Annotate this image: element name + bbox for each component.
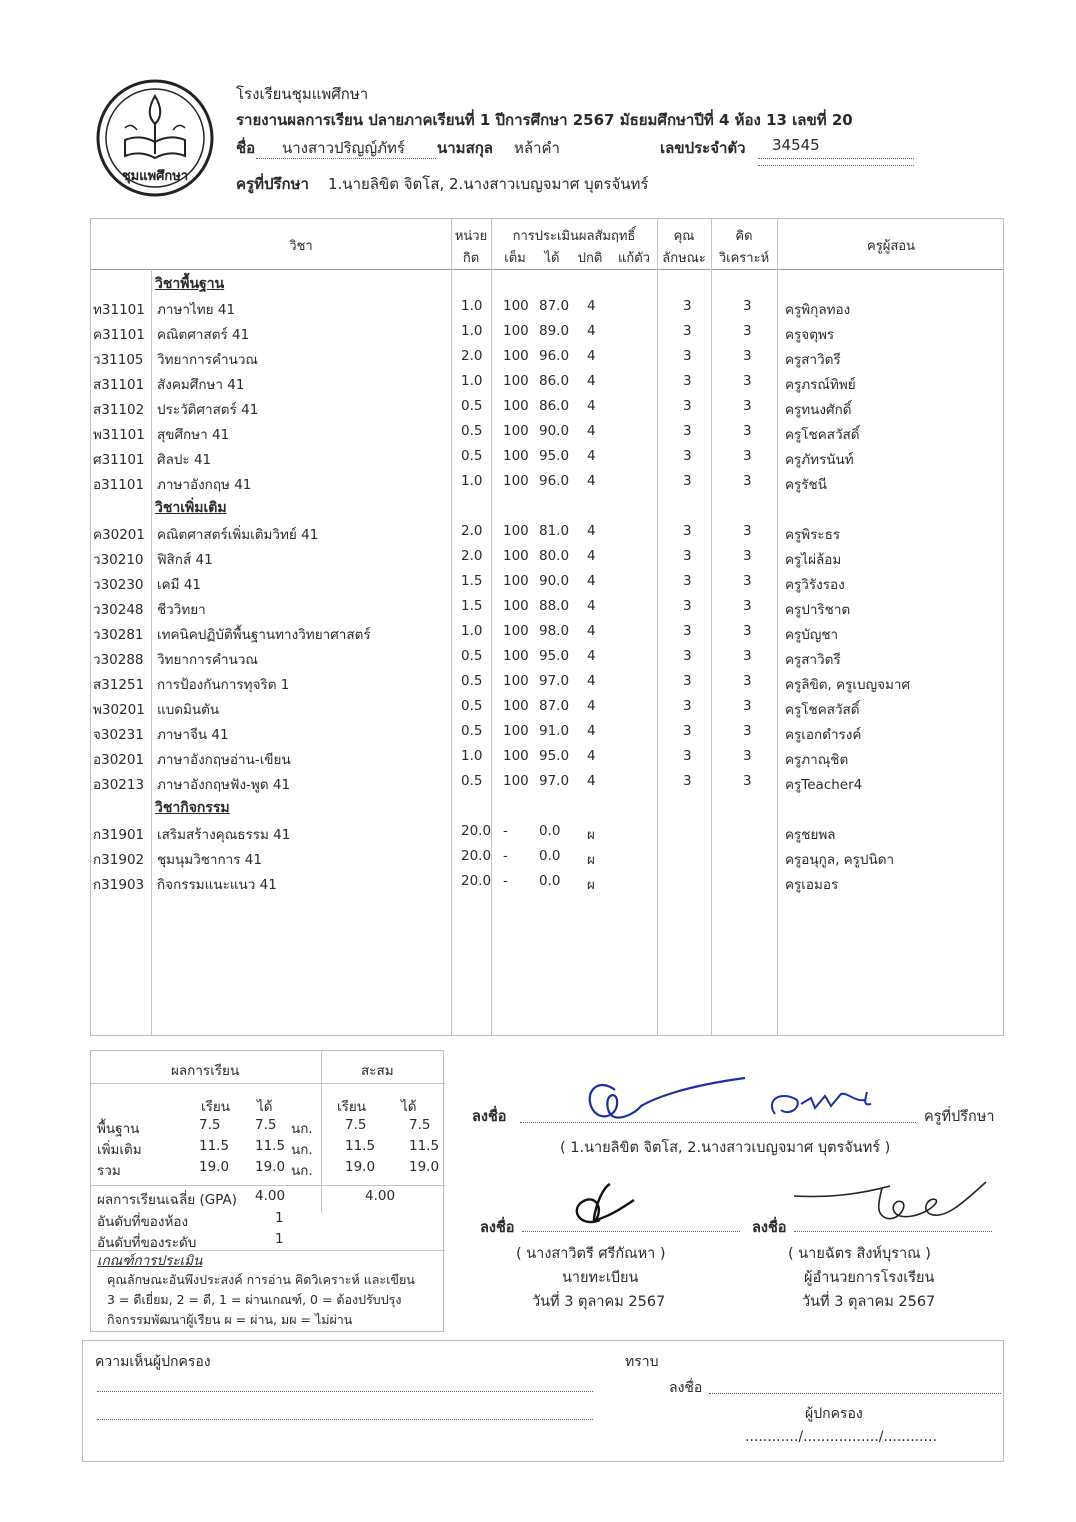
table-row [91,694,1005,719]
row-subject: แบดมินตัน [157,702,220,718]
row-credit: 1.0 [461,323,483,339]
row-teacher: ครูสาวิตรี [785,652,841,668]
header-subject: วิชา [289,239,313,254]
row-credit: 0.5 [461,773,483,789]
table-row [91,369,1005,394]
row-grade: 4 [587,648,596,664]
parent-ack-label: ทราบ [625,1354,659,1370]
table-row [91,344,1005,369]
row-score: 80.0 [539,548,570,564]
row-subject: คณิตศาสตร์ 41 [157,327,250,343]
row-subject: สุขศึกษา 41 [157,427,230,443]
summary-line-cum-got: 7.5 [409,1117,431,1133]
row-score: 95.0 [539,748,570,764]
advisor-sign-label: ลงชื่อ [472,1109,507,1125]
summary-result-title: ผลการเรียน [171,1063,240,1079]
criteria-line-1: คุณลักษณะอันพึงประสงค์ การอ่าน คิดวิเคราะห์ และเขียน [107,1272,415,1287]
row-char: 3 [683,698,692,714]
row-char: 3 [683,548,692,564]
header-think-bottom: วิเคราะห์ [718,251,770,266]
row-credit: 2.0 [461,548,483,564]
row-teacher: ครูปาริชาต [785,602,851,618]
row-full: - [503,823,508,839]
row-full: 100 [503,573,529,589]
row-grade: ผ [587,827,595,843]
row-code: ก31903 [93,877,145,893]
row-char: 3 [683,773,692,789]
grades-table [90,218,1004,1036]
row-score: 0.0 [539,848,561,864]
summary-line-unit: นก. [291,1142,313,1158]
row-code: ว31105 [93,352,144,368]
row-char: 3 [683,448,692,464]
row-char: 3 [683,473,692,489]
rank-room-label: อันดับที่ของห้อง [97,1214,189,1230]
row-full: 100 [503,698,529,714]
header-credit-bottom: กิต [462,251,480,266]
summary-line-label: เพิ่มเติม [97,1142,142,1158]
director-date: วันที่ 3 ตุลาคม 2567 [802,1294,936,1310]
row-code: ว30248 [93,602,144,618]
row-credit: 2.0 [461,523,483,539]
row-teacher: ครูลิขิต, ครูเบญจมาศ [785,677,911,693]
summary-line-learn: 19.0 [199,1159,230,1175]
summary-line-unit: นก. [291,1163,313,1179]
row-grade: 4 [587,448,596,464]
gpa-label: ผลการเรียนเฉลี่ย (GPA) [97,1192,237,1208]
table-row [91,594,1005,619]
parent-opinion-box [82,1340,1004,1462]
row-full: 100 [503,398,529,414]
row-code: พ31101 [93,427,145,443]
row-full: 100 [503,623,529,639]
parent-opinion-label: ความเห็นผู้ปกครอง [95,1354,211,1370]
row-teacher: ครูภาณุชิต [785,752,849,768]
row-credit: 0.5 [461,723,483,739]
row-code: ว30288 [93,652,144,668]
rank-level-label: อันดับที่ของระดับ [97,1235,197,1251]
row-subject: ภาษาจีน 41 [157,727,229,743]
row-score: 86.0 [539,398,570,414]
row-grade: 4 [587,523,596,539]
row-grade: 4 [587,348,596,364]
row-grade: 4 [587,723,596,739]
row-teacher: ครูบัญชา [785,627,839,643]
row-full: 100 [503,723,529,739]
registrar-name: ( นางสาวิตรี ศรีกัณหา ) [516,1246,666,1262]
row-code: อ31101 [93,477,145,493]
row-think: 3 [743,723,752,739]
criteria-title: เกณฑ์การประเมิน [97,1253,203,1269]
row-teacher: ครูTeacher4 [785,777,863,793]
row-char: 3 [683,423,692,439]
advisor-role: ครูที่ปรึกษา [924,1109,995,1125]
row-grade: ผ [587,852,595,868]
row-credit: 2.0 [461,348,483,364]
row-code: ท31101 [93,302,145,318]
report-title: รายงานผลการเรียน ปลายภาคเรียนที่ 1 ปีการศึกษา 2567 มัธยมศึกษาปีที่ 4 ห้อง 13 เลขที่ 20 [236,111,853,129]
row-char: 3 [683,348,692,364]
row-teacher: ครูรัชนี [785,477,827,493]
row-code: ว30210 [93,552,144,568]
gpa-value: 4.00 [255,1188,286,1204]
row-full: 100 [503,673,529,689]
row-grade: 4 [587,548,596,564]
row-full: 100 [503,448,529,464]
header-char-top: คุณ [673,229,695,244]
table-row [91,769,1005,794]
summary-line-cum-got: 11.5 [409,1138,440,1154]
row-full: 100 [503,548,529,564]
row-score: 97.0 [539,673,570,689]
row-code: พ30201 [93,702,145,718]
director-role: ผู้อำนวยการโรงเรียน [804,1270,935,1286]
table-row [91,719,1005,744]
criteria-line-3: กิจกรรมพัฒนาผู้เรียน ผ = ผ่าน, มผ = ไม่ผ่าน [107,1312,353,1327]
row-score: 95.0 [539,648,570,664]
row-subject: ฟิสิกส์ 41 [157,552,213,568]
row-think: 3 [743,373,752,389]
row-subject: ศิลปะ 41 [157,452,212,468]
row-code: ค31101 [93,327,145,343]
row-score: 96.0 [539,473,570,489]
row-score: 86.0 [539,373,570,389]
row-grade: 4 [587,573,596,589]
row-credit: 0.5 [461,398,483,414]
row-teacher: ครูเอกดำรงค์ [785,727,862,743]
row-char: 3 [683,723,692,739]
section-basic: วิชาพื้นฐาน [155,276,225,292]
row-full: 100 [503,323,529,339]
row-credit: 20.0 [461,823,492,839]
summary-line-label: พื้นฐาน [97,1121,140,1137]
summary-got-header: ได้ [257,1099,273,1115]
row-teacher: ครูพิกุลทอง [785,302,851,318]
row-grade: 4 [587,398,596,414]
summary-line-cum-learn: 19.0 [345,1159,376,1175]
row-char: 3 [683,648,692,664]
table-row [91,569,1005,594]
header-teacher: ครูผู้สอน [867,239,915,254]
row-full: - [503,873,508,889]
row-grade: 4 [587,673,596,689]
row-think: 3 [743,698,752,714]
row-teacher: ครูไผ่ล้อม [785,552,842,568]
section-extra: วิชาเพิ่มเติม [155,500,227,516]
row-subject: การป้องกันการทุจริต 1 [157,677,290,693]
row-score: 91.0 [539,723,570,739]
row-subject: วิทยาการคำนวณ [157,352,258,368]
row-credit: 0.5 [461,448,483,464]
row-grade: 4 [587,473,596,489]
parent-sign-label: ลงชื่อ [669,1380,703,1396]
director-name: ( นายฉัตร สิงห์บุราณ ) [788,1246,931,1262]
row-full: 100 [503,373,529,389]
row-score: 88.0 [539,598,570,614]
row-char: 3 [683,748,692,764]
row-full: 100 [503,598,529,614]
row-teacher: ครูโชคสวัสดิ์ [785,427,860,443]
row-code: จ30231 [93,727,144,743]
row-think: 3 [743,598,752,614]
table-row [91,319,1005,344]
advisor-names: 1.นายลิขิต จิตโส, 2.นางสาวเบญจมาศ บุตรจันทร์ [328,175,649,193]
header-normal: ปกติ [577,251,603,266]
row-think: 3 [743,348,752,364]
row-teacher: ครูภรณ์ทิพย์ [785,377,856,393]
row-score: 0.0 [539,873,561,889]
table-row [91,444,1005,469]
row-teacher: ครูพิระธร [785,527,841,543]
row-subject: เสริมสร้างคุณธรรม 41 [157,827,291,843]
row-teacher: ครูสาวิตรี [785,352,841,368]
row-score: 90.0 [539,573,570,589]
row-subject: คณิตศาสตร์เพิ่มเติมวิทย์ 41 [157,527,319,543]
row-code: ก31901 [93,827,145,843]
student-surname: หล้าคำ [514,139,560,157]
row-char: 3 [683,573,692,589]
row-score: 0.0 [539,823,561,839]
table-row [91,544,1005,569]
registrar-role: นายทะเบียน [562,1270,639,1286]
row-score: 90.0 [539,423,570,439]
table-row [91,844,1005,869]
row-grade: 4 [587,373,596,389]
row-grade: 4 [587,748,596,764]
row-score: 97.0 [539,773,570,789]
row-think: 3 [743,773,752,789]
row-grade: 4 [587,298,596,314]
table-row [91,294,1005,319]
criteria-line-2: 3 = ดีเยี่ยม, 2 = ดี, 1 = ผ่านเกณฑ์, 0 = ต้องปรับปรุง [107,1292,402,1307]
row-code: ส31251 [93,677,145,693]
student-name: นางสาวปริญญ์ภัทร์ [282,139,405,157]
row-subject: ชุมนุมวิชาการ 41 [157,852,262,868]
header-full: เต็ม [504,251,526,266]
row-credit: 1.0 [461,298,483,314]
row-think: 3 [743,473,752,489]
header-credit-top: หน่วย [454,229,488,244]
summary-cumulative-title: สะสม [361,1063,394,1079]
row-teacher: ครูโชคสวัสดิ์ [785,702,860,718]
row-score: 81.0 [539,523,570,539]
row-grade: ผ [587,877,595,893]
row-grade: 4 [587,623,596,639]
surname-label: นามสกุล [437,139,493,157]
row-char: 3 [683,373,692,389]
summary-box [90,1050,444,1332]
gpa-cumulative: 4.00 [365,1188,396,1204]
row-credit: 0.5 [461,423,483,439]
row-think: 3 [743,448,752,464]
row-code: ส31102 [93,402,145,418]
parent-role: ผู้ปกครอง [805,1406,863,1422]
row-grade: 4 [587,598,596,614]
table-row [91,394,1005,419]
parent-date: ............/................./............ [745,1429,937,1445]
row-teacher: ครูทนงศักดิ์ [785,402,852,418]
table-row [91,619,1005,644]
student-id: 34545 [772,136,820,154]
row-code: ค30201 [93,527,145,543]
table-row [91,819,1005,844]
table-row [91,669,1005,694]
header-assessment: การประเมินผลสัมฤทธิ์ [512,229,636,244]
school-seal-icon [95,78,215,198]
row-grade: 4 [587,423,596,439]
row-char: 3 [683,398,692,414]
row-subject: ภาษาอังกฤษฟัง-พูด 41 [157,777,291,793]
row-subject: ชีววิทยา [157,602,206,618]
summary-line-cum-learn: 11.5 [345,1138,376,1154]
row-char: 3 [683,673,692,689]
row-char: 3 [683,523,692,539]
school-name: โรงเรียนชุมแพศึกษา [236,85,369,103]
row-full: 100 [503,473,529,489]
director-signature-icon [790,1176,990,1230]
summary-line-cum-learn: 7.5 [345,1117,367,1133]
row-credit: 1.5 [461,598,483,614]
row-teacher: ครูภัทรนันท์ [785,452,854,468]
row-credit: 20.0 [461,873,492,889]
row-subject: ภาษาอังกฤษ 41 [157,477,252,493]
row-score: 87.0 [539,298,570,314]
row-teacher: ครูวิรังรอง [785,577,845,593]
row-subject: กิจกรรมแนะแนว 41 [157,877,277,893]
rank-room-value: 1 [275,1210,284,1226]
row-code: ว30281 [93,627,144,643]
row-think: 3 [743,523,752,539]
row-code: อ30201 [93,752,145,768]
summary-line-learn: 11.5 [199,1138,230,1154]
summary-line-got: 19.0 [255,1159,286,1175]
row-teacher: ครูอนุกูล, ครูปนิดา [785,852,895,868]
summary-line-got: 11.5 [255,1138,286,1154]
table-row [91,519,1005,544]
row-think: 3 [743,398,752,414]
header-think-top: คิด [735,229,753,244]
row-char: 3 [683,623,692,639]
row-think: 3 [743,748,752,764]
summary-line-learn: 7.5 [199,1117,221,1133]
row-teacher: ครูเอมอร [785,877,839,893]
rank-level-value: 1 [275,1231,284,1247]
row-full: 100 [503,523,529,539]
row-score: 95.0 [539,448,570,464]
row-code: ส31101 [93,377,145,393]
row-code: ว30230 [93,577,144,593]
director-sign-label: ลงชื่อ [752,1220,787,1236]
advisor-signature-icon [575,1070,895,1130]
row-full: 100 [503,748,529,764]
row-grade: 4 [587,698,596,714]
row-subject: เคมี 41 [157,577,202,593]
row-think: 3 [743,298,752,314]
summary-line-unit: นก. [291,1121,313,1137]
row-full: 100 [503,423,529,439]
row-full: 100 [503,298,529,314]
row-credit: 1.0 [461,373,483,389]
row-subject: ภาษาไทย 41 [157,302,236,318]
row-credit: 0.5 [461,698,483,714]
row-code: ก31902 [93,852,145,868]
row-score: 96.0 [539,348,570,364]
registrar-sign-label: ลงชื่อ [480,1220,515,1236]
row-code: อ30213 [93,777,145,793]
row-credit: 20.0 [461,848,492,864]
row-think: 3 [743,623,752,639]
row-full: 100 [503,348,529,364]
summary-line-got: 7.5 [255,1117,277,1133]
row-char: 3 [683,323,692,339]
row-think: 3 [743,548,752,564]
row-credit: 0.5 [461,648,483,664]
row-subject: ประวัติศาสตร์ 41 [157,402,259,418]
table-row [91,744,1005,769]
summary-line-label: รวม [97,1163,121,1179]
row-think: 3 [743,673,752,689]
row-credit: 1.0 [461,623,483,639]
svg-text:ชุมแพศึกษา: ชุมแพศึกษา [121,169,189,184]
advisor-names-sign: ( 1.นายลิขิต จิตโส, 2.นางสาวเบญจมาศ บุตรจันทร์ ) [560,1140,891,1156]
row-credit: 1.0 [461,748,483,764]
row-code: ศ31101 [93,452,145,468]
advisor-label: ครูที่ปรึกษา [236,175,309,193]
table-row [91,419,1005,444]
registrar-signature-icon [560,1180,640,1232]
table-row [91,469,1005,494]
name-label: ชื่อ [236,139,256,157]
row-subject: วิทยาการคำนวณ [157,652,258,668]
row-grade: 4 [587,323,596,339]
row-score: 89.0 [539,323,570,339]
row-score: 98.0 [539,623,570,639]
row-full: 100 [503,648,529,664]
registrar-date: วันที่ 3 ตุลาคม 2567 [532,1294,666,1310]
row-char: 3 [683,598,692,614]
row-teacher: ครูชยพล [785,827,836,843]
row-think: 3 [743,573,752,589]
header-fix: แก้ตัว [618,251,650,266]
section-activity: วิชากิจกรรม [155,800,230,816]
summary-cum-got-header: ได้ [401,1099,417,1115]
row-full: 100 [503,773,529,789]
row-credit: 1.5 [461,573,483,589]
summary-learn-header: เรียน [201,1099,231,1115]
row-think: 3 [743,423,752,439]
header-char-bottom: ลักษณะ [662,251,706,266]
row-teacher: ครูจตุพร [785,327,835,343]
header-got: ได้ [544,251,560,266]
table-row [91,644,1005,669]
row-credit: 1.0 [461,473,483,489]
row-full: - [503,848,508,864]
row-subject: สังคมศึกษา 41 [157,377,245,393]
row-grade: 4 [587,773,596,789]
row-subject: ภาษาอังกฤษอ่าน-เขียน [157,752,291,768]
row-think: 3 [743,323,752,339]
row-char: 3 [683,298,692,314]
summary-line-cum-got: 19.0 [409,1159,440,1175]
student-id-label: เลขประจำตัว [660,139,746,157]
row-subject: เทคนิคปฏิบัติพื้นฐานทางวิทยาศาสตร์ [157,627,371,643]
row-think: 3 [743,648,752,664]
row-credit: 0.5 [461,673,483,689]
summary-cum-learn-header: เรียน [337,1099,367,1115]
row-score: 87.0 [539,698,570,714]
table-row [91,869,1005,894]
